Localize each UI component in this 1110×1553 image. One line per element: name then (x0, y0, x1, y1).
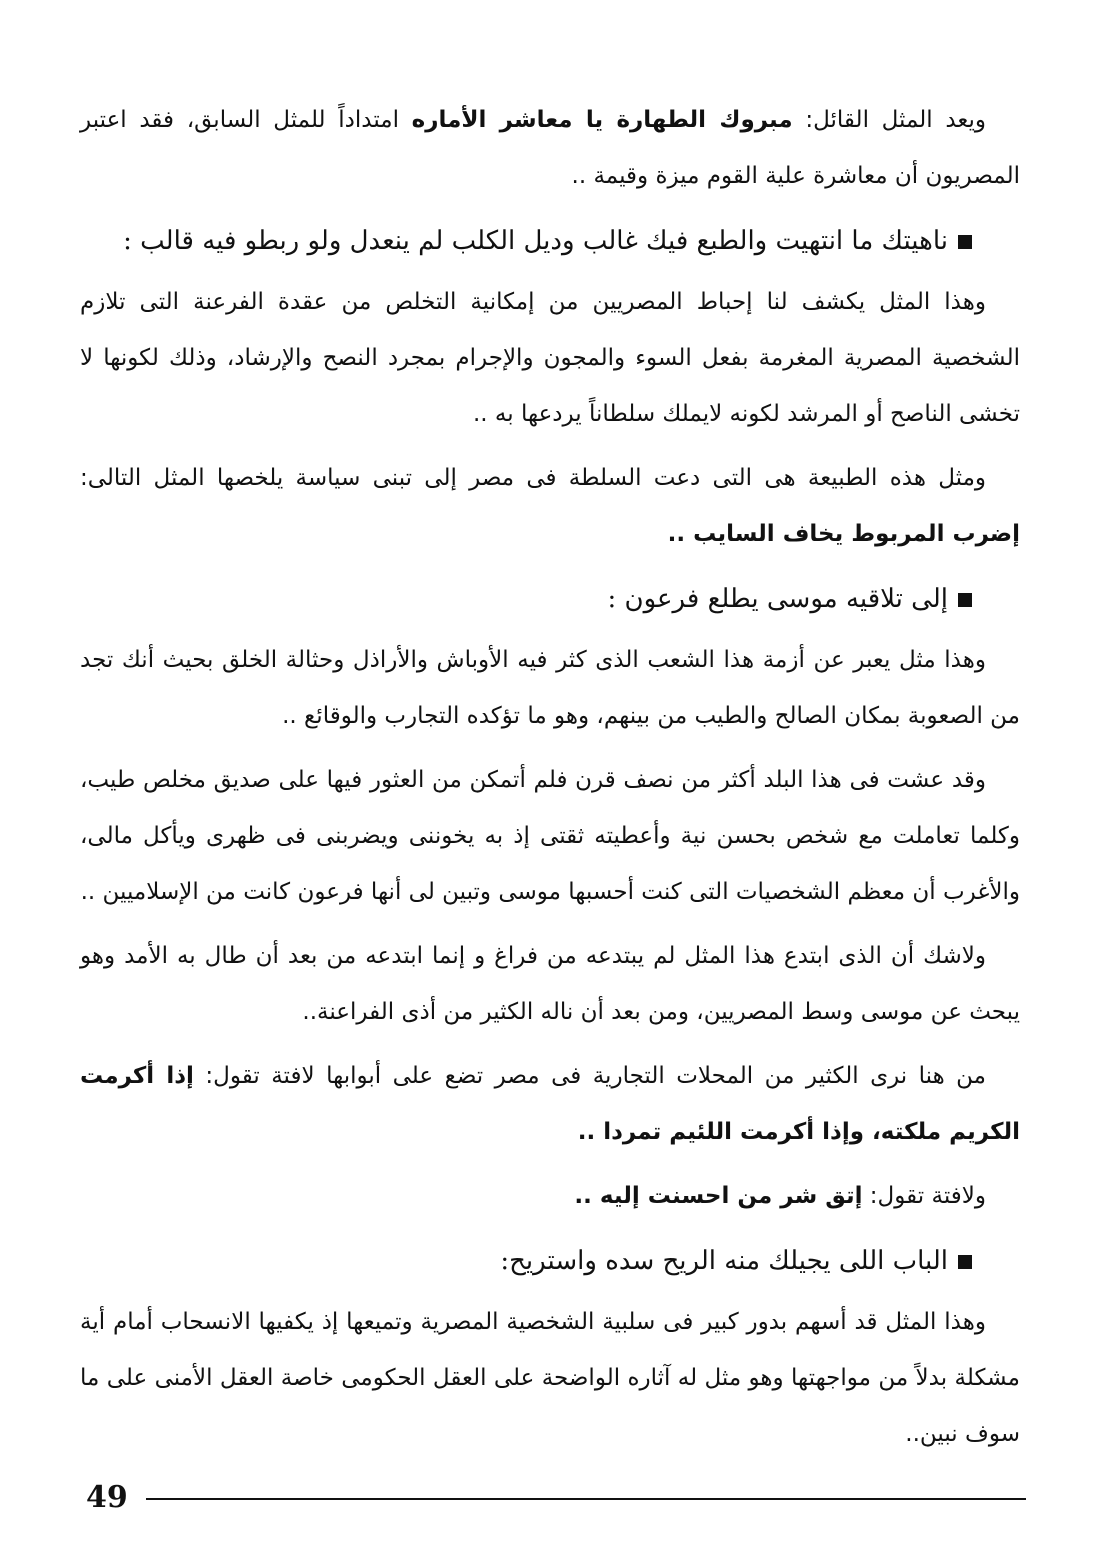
paragraph-5 (80, 752, 1020, 920)
paragraph-9 (80, 1294, 1020, 1462)
paragraph-4-text: وهذا مثل يعبر عن أزمة هذا الشعب الذى كثر فيه الأوباش والأراذل وحثالة الخلق بحيث أنك تجد من الصعوبة بمكان الصالح والطيب من بينهم، وهو ما تؤكده التجارب والوقائع .. (80, 647, 1020, 729)
paragraph-6-text: ولاشك أن الذى ابتدع هذا المثل لم يبتدعه من فراغ و إنما ابتدعه من بعد أن طال به الأمد وهو يبحث عن موسى وسط المصريين، ومن بعد أن ناله الكثير من أذى الفراعنة.. (80, 943, 1020, 1025)
paragraph-3-intro: ومثل هذه الطبيعة هى التى دعت السلطة فى مصر إلى تبنى سياسة يلخصها المثل التالى: (80, 465, 986, 491)
paragraph-7 (80, 1048, 1020, 1160)
paragraph-4 (80, 632, 1020, 744)
square-bullet-icon (958, 593, 972, 607)
square-bullet-icon (958, 1255, 972, 1269)
proverb-heading-1-text: ناهيتك ما انتهيت والطبع فيك غالب وديل الكلب لم ينعدل ولو ربطو فيه قالب : (123, 226, 948, 256)
page-number: 49 (86, 1480, 128, 1515)
paragraph-8-intro: ولافتة تقول: (862, 1183, 986, 1209)
proverb-heading-2-text: إلى تلاقيه موسى يطلع فرعون : (607, 584, 948, 614)
page-footer (86, 1480, 1026, 1520)
proverb-heading-2 (80, 570, 1020, 628)
paragraph-8 (80, 1168, 1020, 1224)
paragraph-9-text: وهذا المثل قد أسهم بدور كبير فى سلبية الشخصية المصرية وتميعها إذ يكفيها الانسحاب أمام أية مشكلة بدلاً من مواجهتها وهو مثل له آثاره الواضحة على العقل الحكومى خاصة العقل الأمنى على ما سوف نبين.. (80, 1309, 1020, 1447)
paragraph-1-rest: امتداداً للمثل السابق، فقد اعتبر المصريون أن معاشرة علية القوم ميزة وقيمة .. (80, 107, 1020, 189)
paragraph-7-intro: من هنا نرى الكثير من المحلات التجارية فى مصر تضع على أبوابها لافتة تقول: (193, 1063, 987, 1089)
proverb-heading-1 (80, 212, 1020, 270)
proverb-3: إذا أكرمت الكريم ملكته، وإذا أكرمت اللئيم تمردا .. (80, 1063, 1020, 1145)
paragraph-2 (80, 274, 1020, 442)
paragraph-5-text: وقد عشت فى هذا البلد أكثر من نصف قرن فلم أتمكن من العثور فيها على صديق مخلص طيب، وكلما تعاملت مع شخص بحسن نية وأعطيته ثقتى إذ به يخوننى ويضربنى فى ظهرى ويأكل مالى، والأغرب أن معظم الشخصيات التى كنت أحسبها موسى وتبين لى أنها فرعون كانت من الإسلاميين .. (80, 767, 1020, 905)
square-bullet-icon (958, 235, 972, 249)
proverb-2: إضرب المربوط يخاف السايب .. (667, 521, 1020, 547)
proverb-4: إتق شر من احسنت إليه .. (574, 1183, 863, 1209)
paragraph-2-text: وهذا المثل يكشف لنا إحباط المصريين من إمكانية التخلص من عقدة الفرعنة التى تلازم الشخصية المصرية المغرمة بفعل السوء والمجون والإجرام بمجرد النصح والإرشاد، وذلك لكونها لا تخشى الناصح أو المرشد لكونه لايملك سلطاناً يردعها به .. (80, 289, 1020, 427)
footer-rule (146, 1498, 1026, 1500)
paragraph-6 (80, 928, 1020, 1040)
proverb-heading-3-text: الباب اللى يجيلك منه الريح سده واستريح: (500, 1246, 948, 1276)
page-body (80, 92, 1020, 1470)
paragraph-3 (80, 450, 1020, 562)
paragraph-1 (80, 92, 1020, 204)
proverb-1: مبروك الطهارة يا معاشر الأماره (411, 107, 793, 133)
paragraph-1-intro: ويعد المثل القائل: (792, 107, 986, 133)
proverb-heading-3 (80, 1232, 1020, 1290)
